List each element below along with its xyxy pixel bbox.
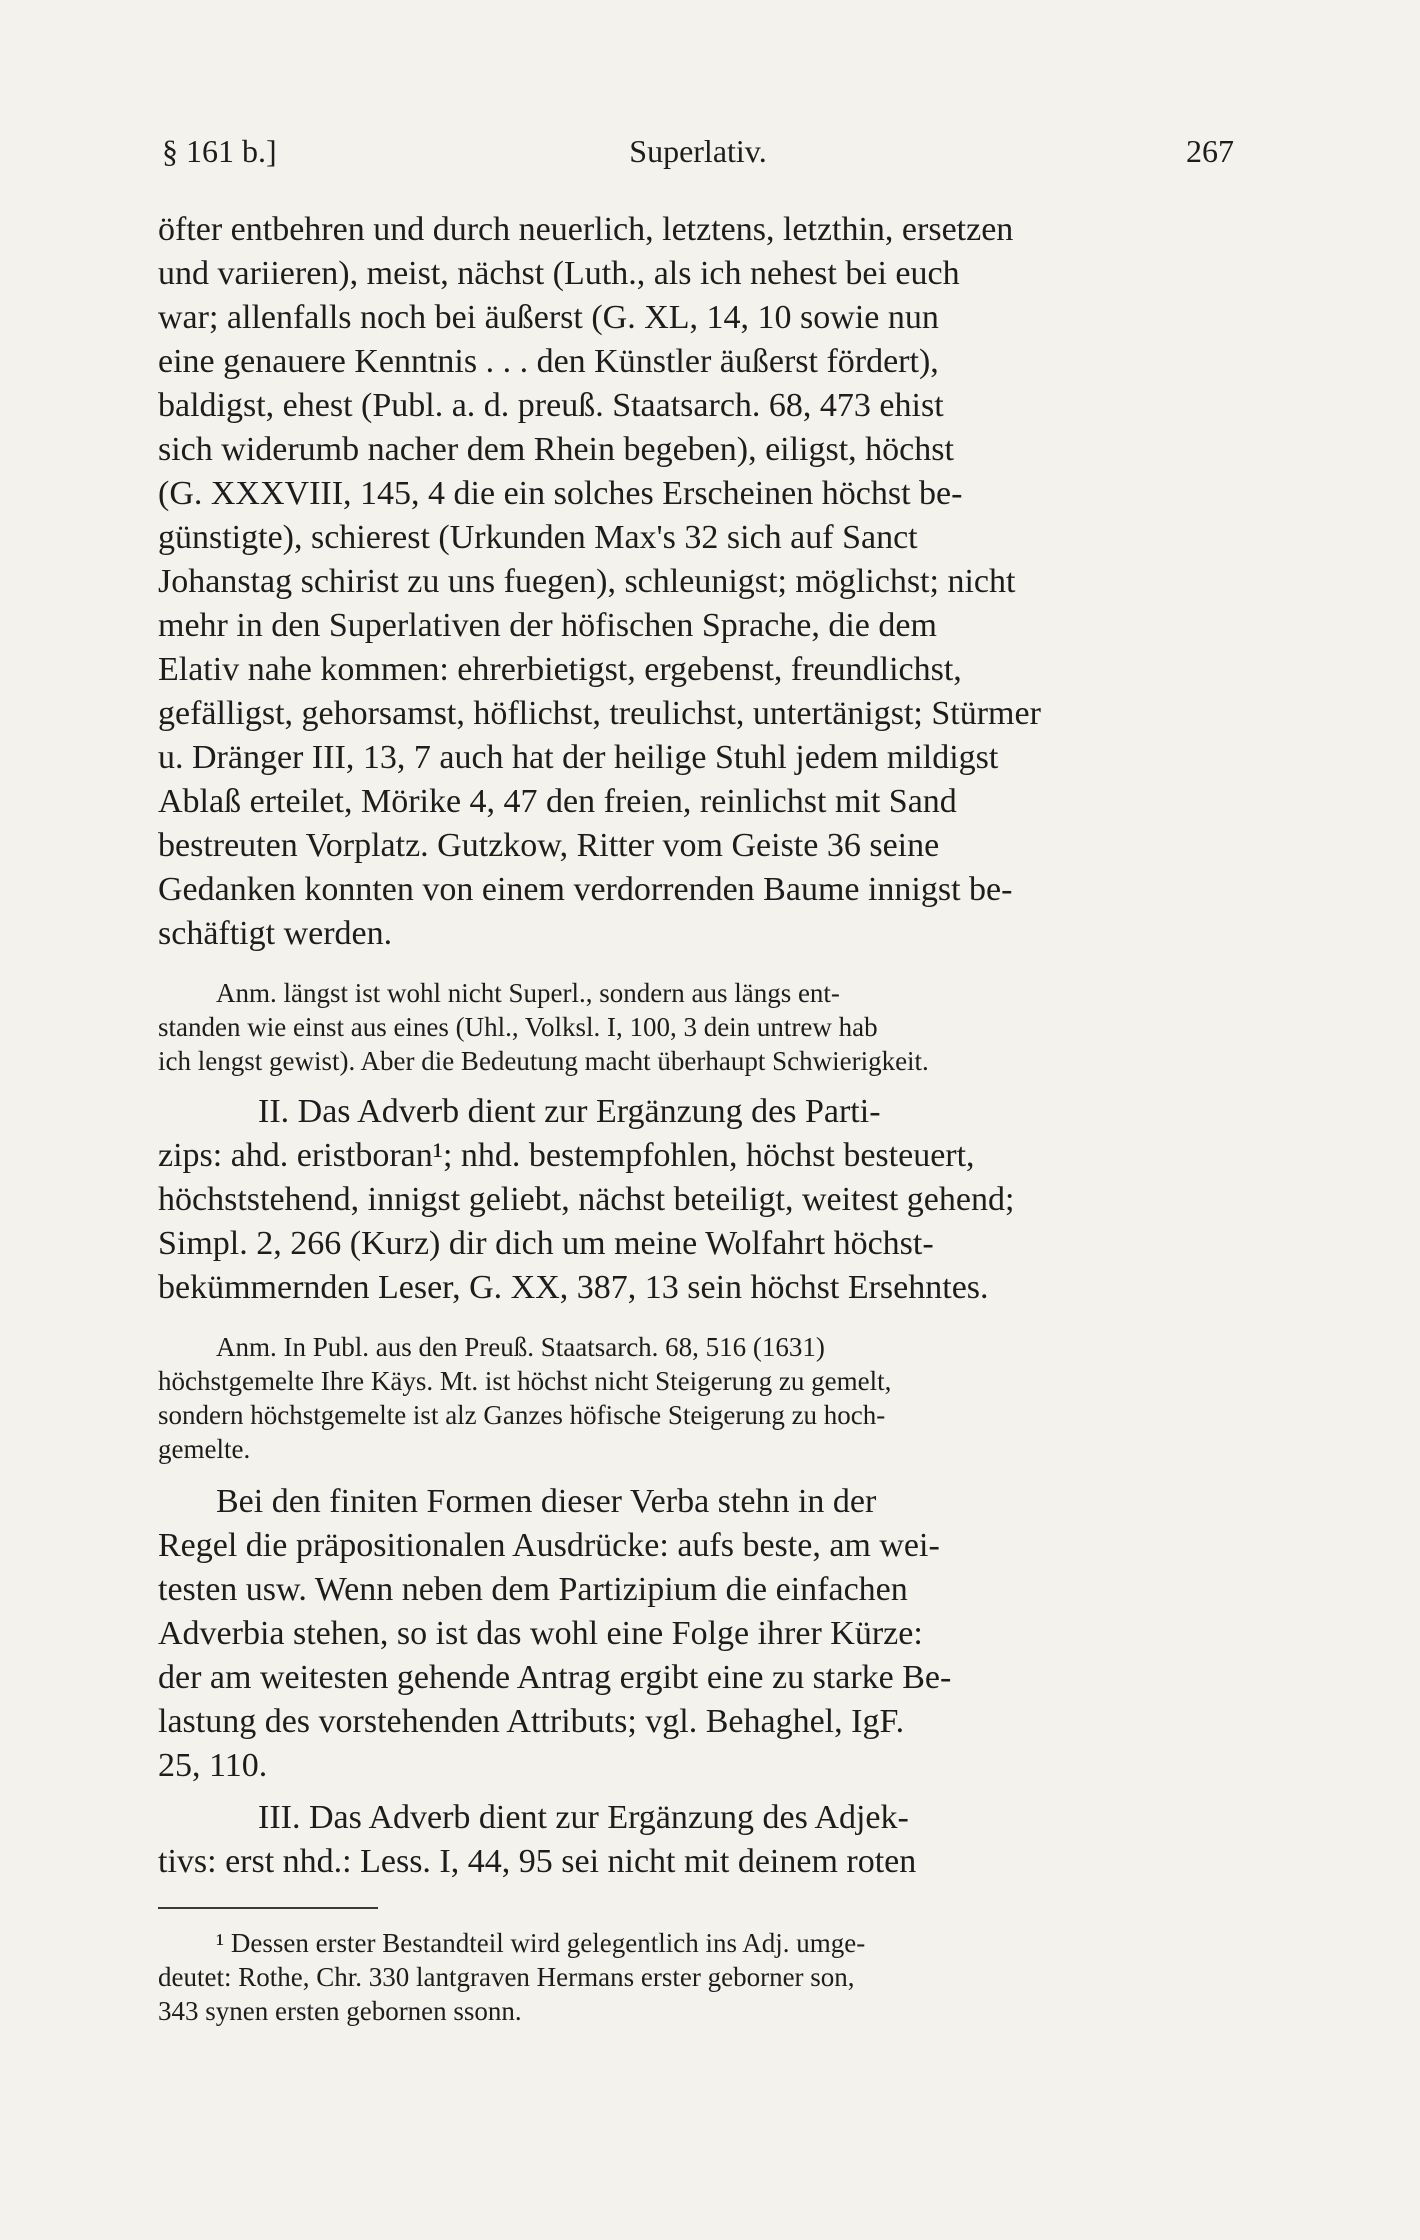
text-line: bestreuten Vorplatz. Gutzkow, Ritter vom Geiste 36 seine <box>158 827 940 864</box>
annotation-2 <box>158 1330 1234 1466</box>
text-line: eine genauere Kenntnis . . . den Künstler äußerst fördert), <box>158 343 939 380</box>
paragraph-1 <box>158 208 1234 956</box>
paragraph-2 <box>158 1090 1234 1310</box>
text-line: war; allenfalls noch bei äußerst (G. XL, 14, 10 sowie nun <box>158 299 939 336</box>
text-line: Gedanken konnten von einem verdorrenden Baume innigst be- <box>158 871 1013 908</box>
annotation-1 <box>158 976 1234 1078</box>
text-line: und variieren), meist, nächst (Luth., als ich nehest bei euch <box>158 255 960 292</box>
paragraph-4 <box>158 1796 1234 1884</box>
note-line: ich lengst gewist). Aber die Bedeutung macht überhaupt Schwierigkeit. <box>158 1046 929 1076</box>
text-line: schäftigt werden. <box>158 915 393 952</box>
text-line: Johanstag schirist zu uns fuegen), schleunigst; möglichst; nicht <box>158 563 1016 600</box>
text-line: baldigst, ehest (Publ. a. d. preuß. Staatsarch. 68, 473 ehist <box>158 387 944 424</box>
text-line: II. Das Adverb dient zur Ergänzung des Parti- <box>258 1093 881 1130</box>
text-line: tivs: erst nhd.: Less. I, 44, 95 sei nicht mit deinem roten <box>158 1843 917 1880</box>
text-line: Regel die präpositionalen Ausdrücke: aufs beste, am wei- <box>158 1527 940 1564</box>
text-line: öfter entbehren und durch neuerlich, letztens, letzthin, ersetzen <box>158 211 1014 248</box>
paragraph-3 <box>158 1480 1234 1788</box>
text-line: III. Das Adverb dient zur Ergänzung des Adjek- <box>258 1799 909 1836</box>
running-header <box>162 128 1234 174</box>
text-line: mehr in den Superlativen der höfischen Sprache, die dem <box>158 607 937 644</box>
note-line: standen wie einst aus eines (Uhl., Volksl. I, 100, 3 dein untrew hab <box>158 1012 878 1042</box>
text-line: zips: ahd. eristboran¹; nhd. bestempfohlen, höchst besteuert, <box>158 1137 975 1174</box>
text-line: u. Dränger III, 13, 7 auch hat der heilige Stuhl jedem mildigst <box>158 739 999 776</box>
text-line: (G. XXXVIII, 145, 4 die ein solches Erscheinen höchst be- <box>158 475 963 512</box>
note-line: sondern höchstgemelte ist alz Ganzes höfische Steigerung zu hoch- <box>158 1400 886 1430</box>
text-line: Bei den finiten Formen dieser Verba stehn in der <box>216 1483 877 1520</box>
note-line: Anm. In Publ. aus den Preuß. Staatsarch. 68, 516 (1631) <box>216 1332 825 1362</box>
text-line: testen usw. Wenn neben dem Partizipium die einfachen <box>158 1571 908 1608</box>
text-line: Adverbia stehen, so ist das wohl eine Folge ihrer Kürze: <box>158 1615 923 1652</box>
text-line: Simpl. 2, 266 (Kurz) dir dich um meine Wolfahrt höchst- <box>158 1225 934 1262</box>
footnote-divider <box>158 1907 378 1909</box>
note-line: höchstgemelte Ihre Käys. Mt. ist höchst nicht Steigerung zu gemelt, <box>158 1366 892 1396</box>
text-line: Ablaß erteilet, Mörike 4, 47 den freien, reinlichst mit Sand <box>158 783 957 820</box>
text-line: bekümmernden Leser, G. XX, 387, 13 sein höchst Ersehntes. <box>158 1269 989 1306</box>
footnote-line: deutet: Rothe, Chr. 330 lantgraven Hermans erster geborner son, <box>158 1962 855 1992</box>
text-line: höchststehend, innigst geliebt, nächst beteiligt, weitest gehend; <box>158 1181 1015 1218</box>
chapter-title: Superlativ. <box>629 133 767 169</box>
section-marker: § 161 b.] <box>162 133 277 169</box>
footnote <box>158 1926 1234 2028</box>
text-line: günstigte), schierest (Urkunden Max's 32 sich auf Sanct <box>158 519 918 556</box>
note-line: gemelte. <box>158 1434 251 1464</box>
footnote-line: ¹ Dessen erster Bestandteil wird gelegentlich ins Adj. umge- <box>216 1928 866 1958</box>
text-line: sich widerumb nacher dem Rhein begeben), eiligst, höchst <box>158 431 954 468</box>
footnote-line: 343 synen ersten gebornen ssonn. <box>158 1996 522 2026</box>
note-line: Anm. längst ist wohl nicht Superl., sondern aus längs ent- <box>216 978 840 1008</box>
text-line: der am weitesten gehende Antrag ergibt eine zu starke Be- <box>158 1659 952 1696</box>
text-line: lastung des vorstehenden Attributs; vgl. Behaghel, IgF. <box>158 1703 905 1740</box>
page-number: 267 <box>1186 133 1234 169</box>
text-line: gefälligst, gehorsamst, höflichst, treulichst, untertänigst; Stürmer <box>158 695 1041 732</box>
text-line: 25, 110. <box>158 1747 268 1784</box>
text-line: Elativ nahe kommen: ehrerbietigst, ergebenst, freundlichst, <box>158 651 962 688</box>
